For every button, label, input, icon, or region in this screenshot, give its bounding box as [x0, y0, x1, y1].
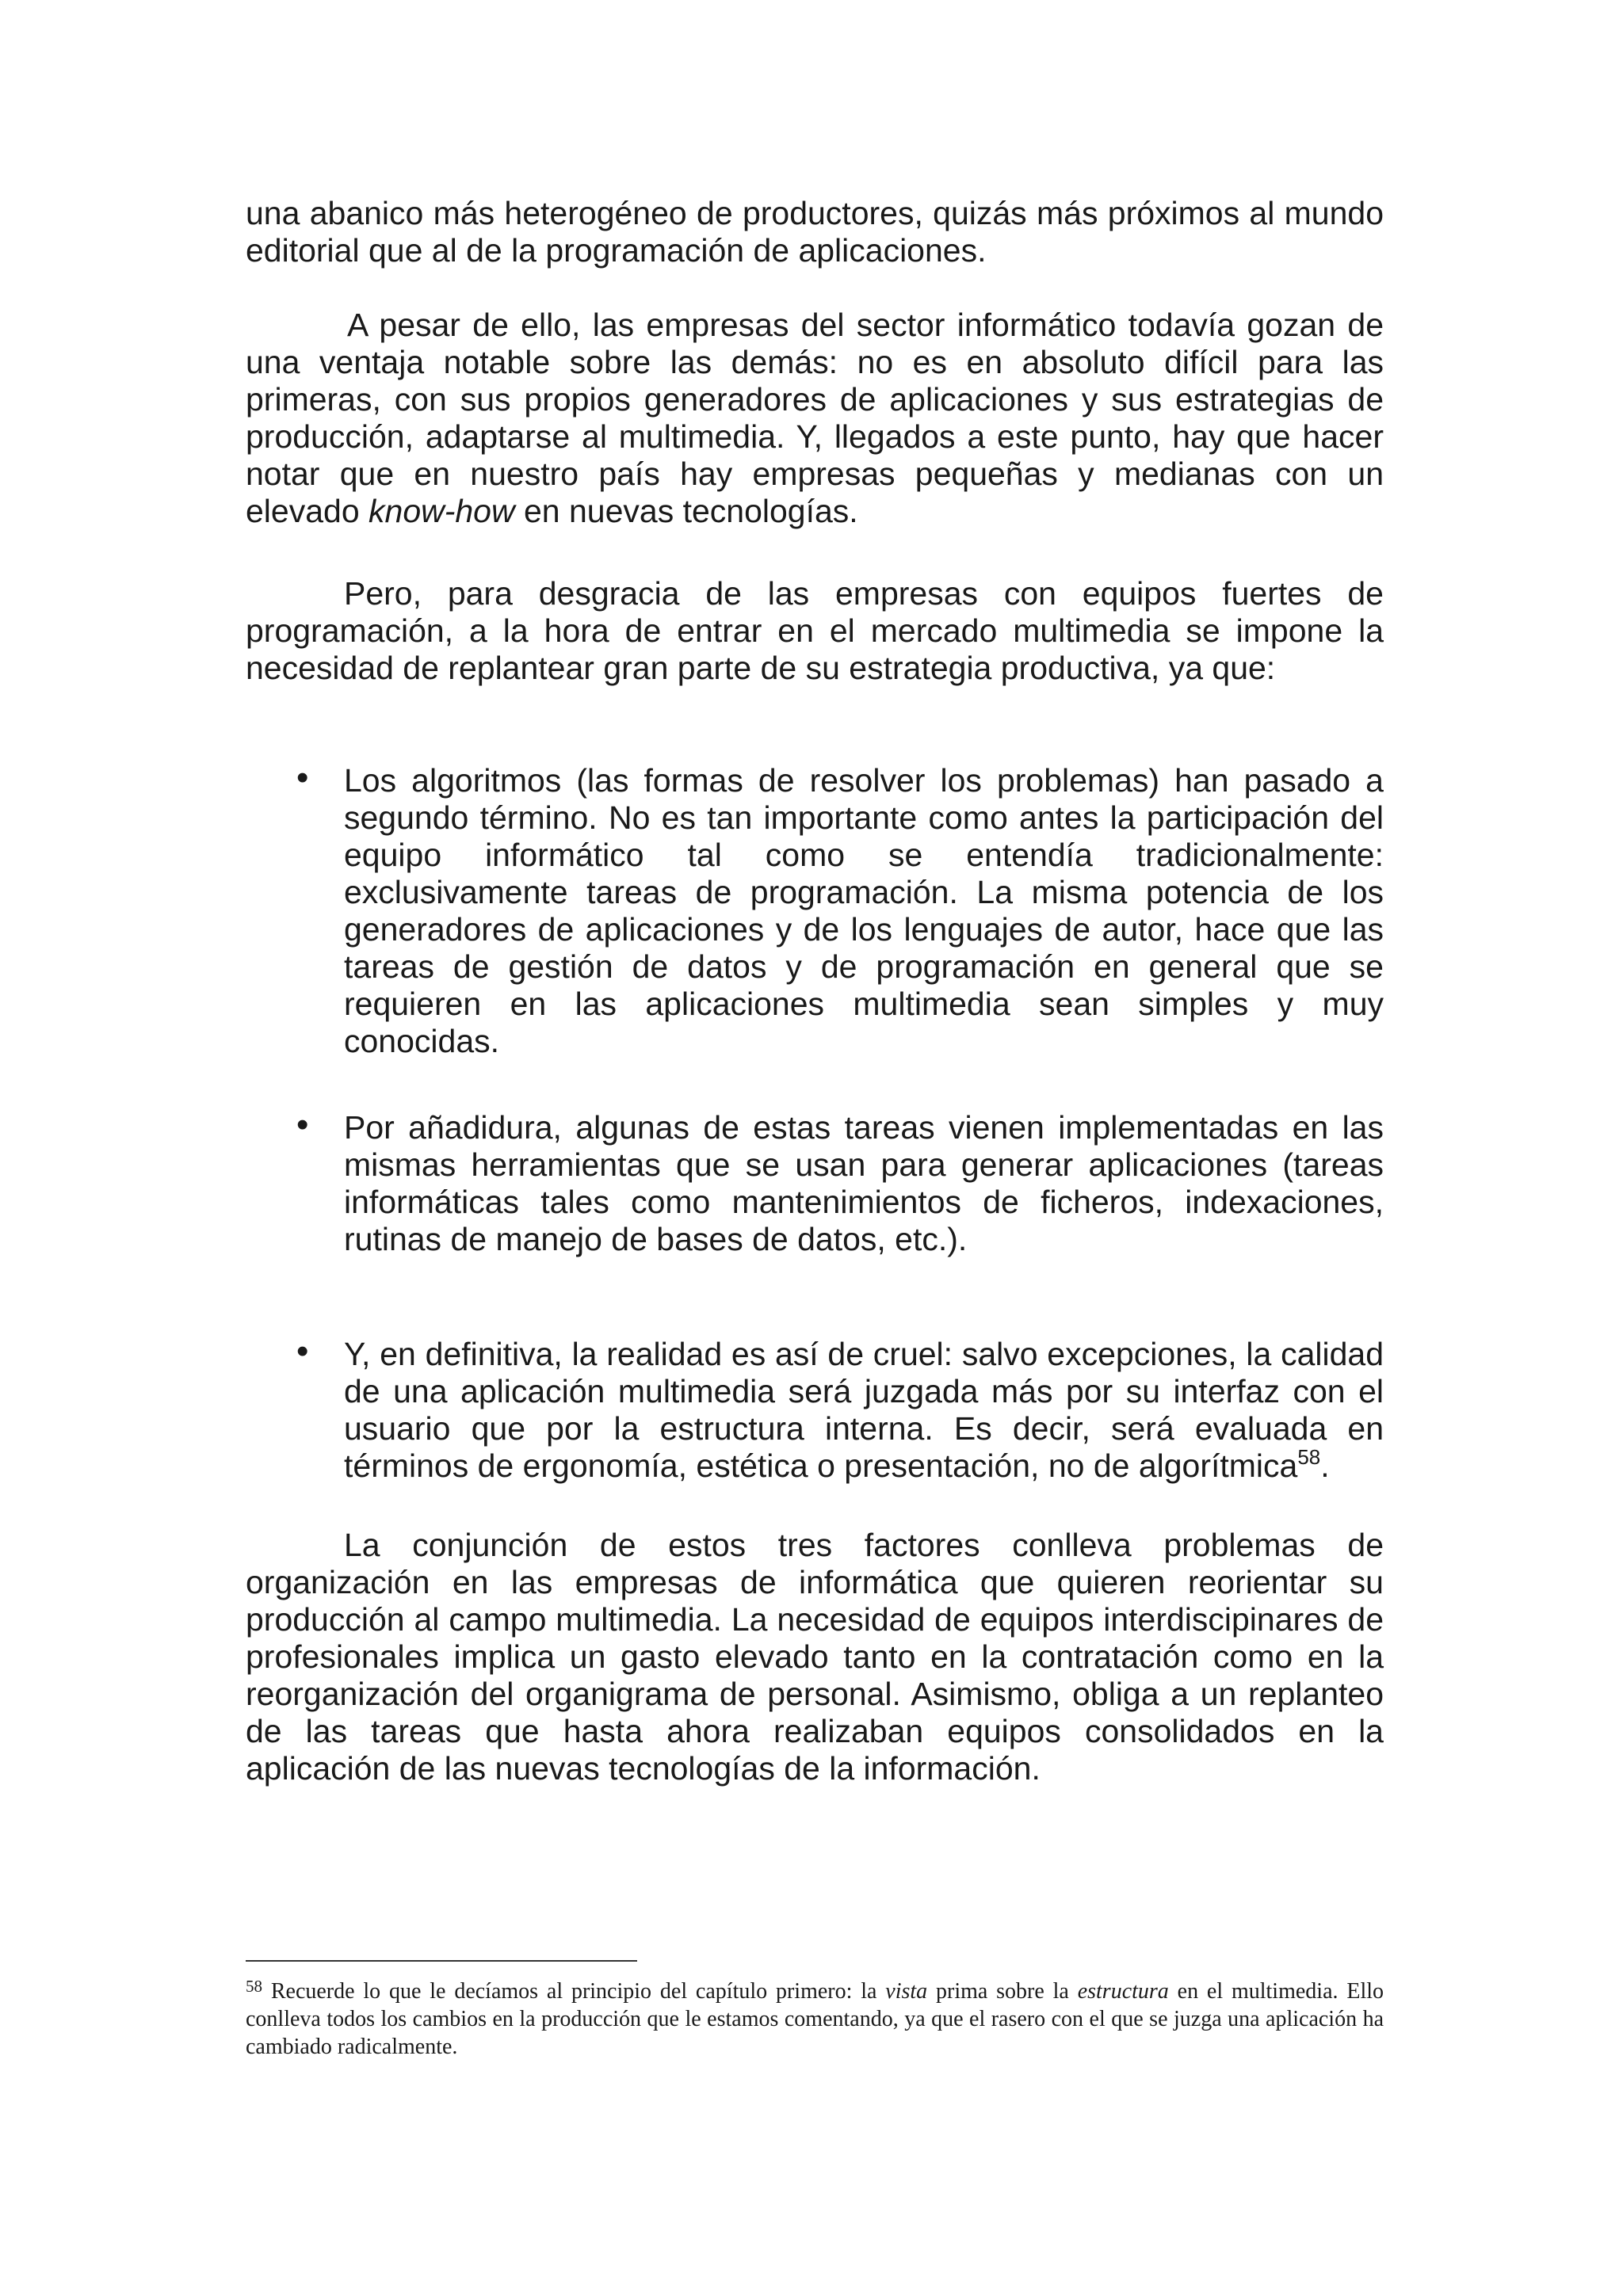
- paragraph-3: [246, 575, 1384, 687]
- bullet-item-2-text: Por añadidura, algunas de estas tareas vienen implementadas en las mismas herramientas que se usan para generar aplicaciones (tareas informáticas tales como mantenimientos de ficheros, indexaciones, rutinas de manejo de bases de datos, etc.).: [344, 1109, 1384, 1257]
- footnote-italic-1: vista: [885, 1979, 928, 2004]
- bullet-item-3-body: Y, en definitiva, la realidad es así de cruel: salvo excepciones, la calidad de una aplicación multimedia será juzgada más por su interfaz con el usuario que por la estructura interna. Es decir, será evaluada en términos de ergonomía, estética o presentación, no de algorítmica: [344, 1336, 1384, 1484]
- footnote-text-2: prima sobre la: [927, 1979, 1078, 2004]
- paragraph-2: [246, 307, 1384, 530]
- paragraph-4-text: La conjunción de estos tres factores conlleva problemas de organización en las empresas de informática que quieren reorientar su producción al campo multimedia. La necesidad de equipos interdiscipinares de profesionales implica un gasto elevado tanto en la contratación como en la reorganización del organigrama de personal. Asimismo, obliga a un replanteo de las tareas que hasta ahora realizaban equipos consolidados en la aplicación de las nuevas tecnologías de la información.: [246, 1527, 1384, 1787]
- footnote-text-1: Recuerde lo que le decíamos al principio del capítulo primero: la: [262, 1979, 886, 2004]
- paragraph-1-text: una abanico más heterogéneo de productores, quizás más próximos al mundo editorial que al de la programación de aplicaciones.: [246, 195, 1384, 269]
- footnote-text-3: en el multimedia. Ello conlleva todos los cambios en la producción que le estamos comentando, ya que el rasero con el que se juzga una aplicación ha cambiado radicalmente.: [246, 1979, 1384, 2059]
- footnote-italic-2: estructura: [1077, 1979, 1169, 2004]
- paragraph-4: [246, 1527, 1384, 1787]
- bullet-item-3-period: .: [1320, 1447, 1330, 1484]
- bullet-item-3-text: [344, 1336, 1384, 1485]
- paragraph-3-text: Pero, para desgracia de las empresas con equipos fuertes de programación, a la hora de entrar en el mercado multimedia se impone la necesidad de replantear gran parte de su estrategia productiva, ya que:: [246, 575, 1384, 686]
- footnote: [246, 1978, 1384, 2061]
- paragraph-2-end: en nuevas tecnologías.: [514, 493, 858, 529]
- bullet-dot-icon: •: [296, 1332, 309, 1371]
- footnote-number: 58: [246, 1977, 262, 1996]
- paragraph-2-text: [246, 307, 1384, 530]
- bullet-dot-icon: •: [296, 758, 309, 797]
- footnote-reference[interactable]: 58: [1297, 1445, 1321, 1469]
- paragraph-1: [246, 195, 1384, 269]
- paragraph-2-italic-term: know-how: [369, 493, 515, 529]
- paragraph-2-start: A pesar de ello, las empresas del sector informático todavía gozan de una ventaja notable sobre las demás: no es en absoluto difícil para las primeras, con sus propios generadores de aplicaciones y sus estrategias de producción, adaptarse al multimedia. Y, llegados a este punto, hay que hacer notar que en nuestro país hay empresas pequeñas y medianas con un elevado: [246, 307, 1384, 529]
- bullet-item-1-text: Los algoritmos (las formas de resolver los problemas) han pasado a segundo término. No es tan importante como antes la participación del equipo informático tal como se entendía tradicionalmente: exclusivamente tareas de programación. La misma potencia de los generadores de aplicaciones y de los lenguajes de autor, hace que las tareas de gestión de datos y de programación en general que se requieren en las aplicaciones multimedia sean simples y muy conocidas.: [344, 762, 1384, 1059]
- footnote-divider: [246, 1960, 637, 1962]
- bullet-dot-icon: •: [296, 1105, 309, 1144]
